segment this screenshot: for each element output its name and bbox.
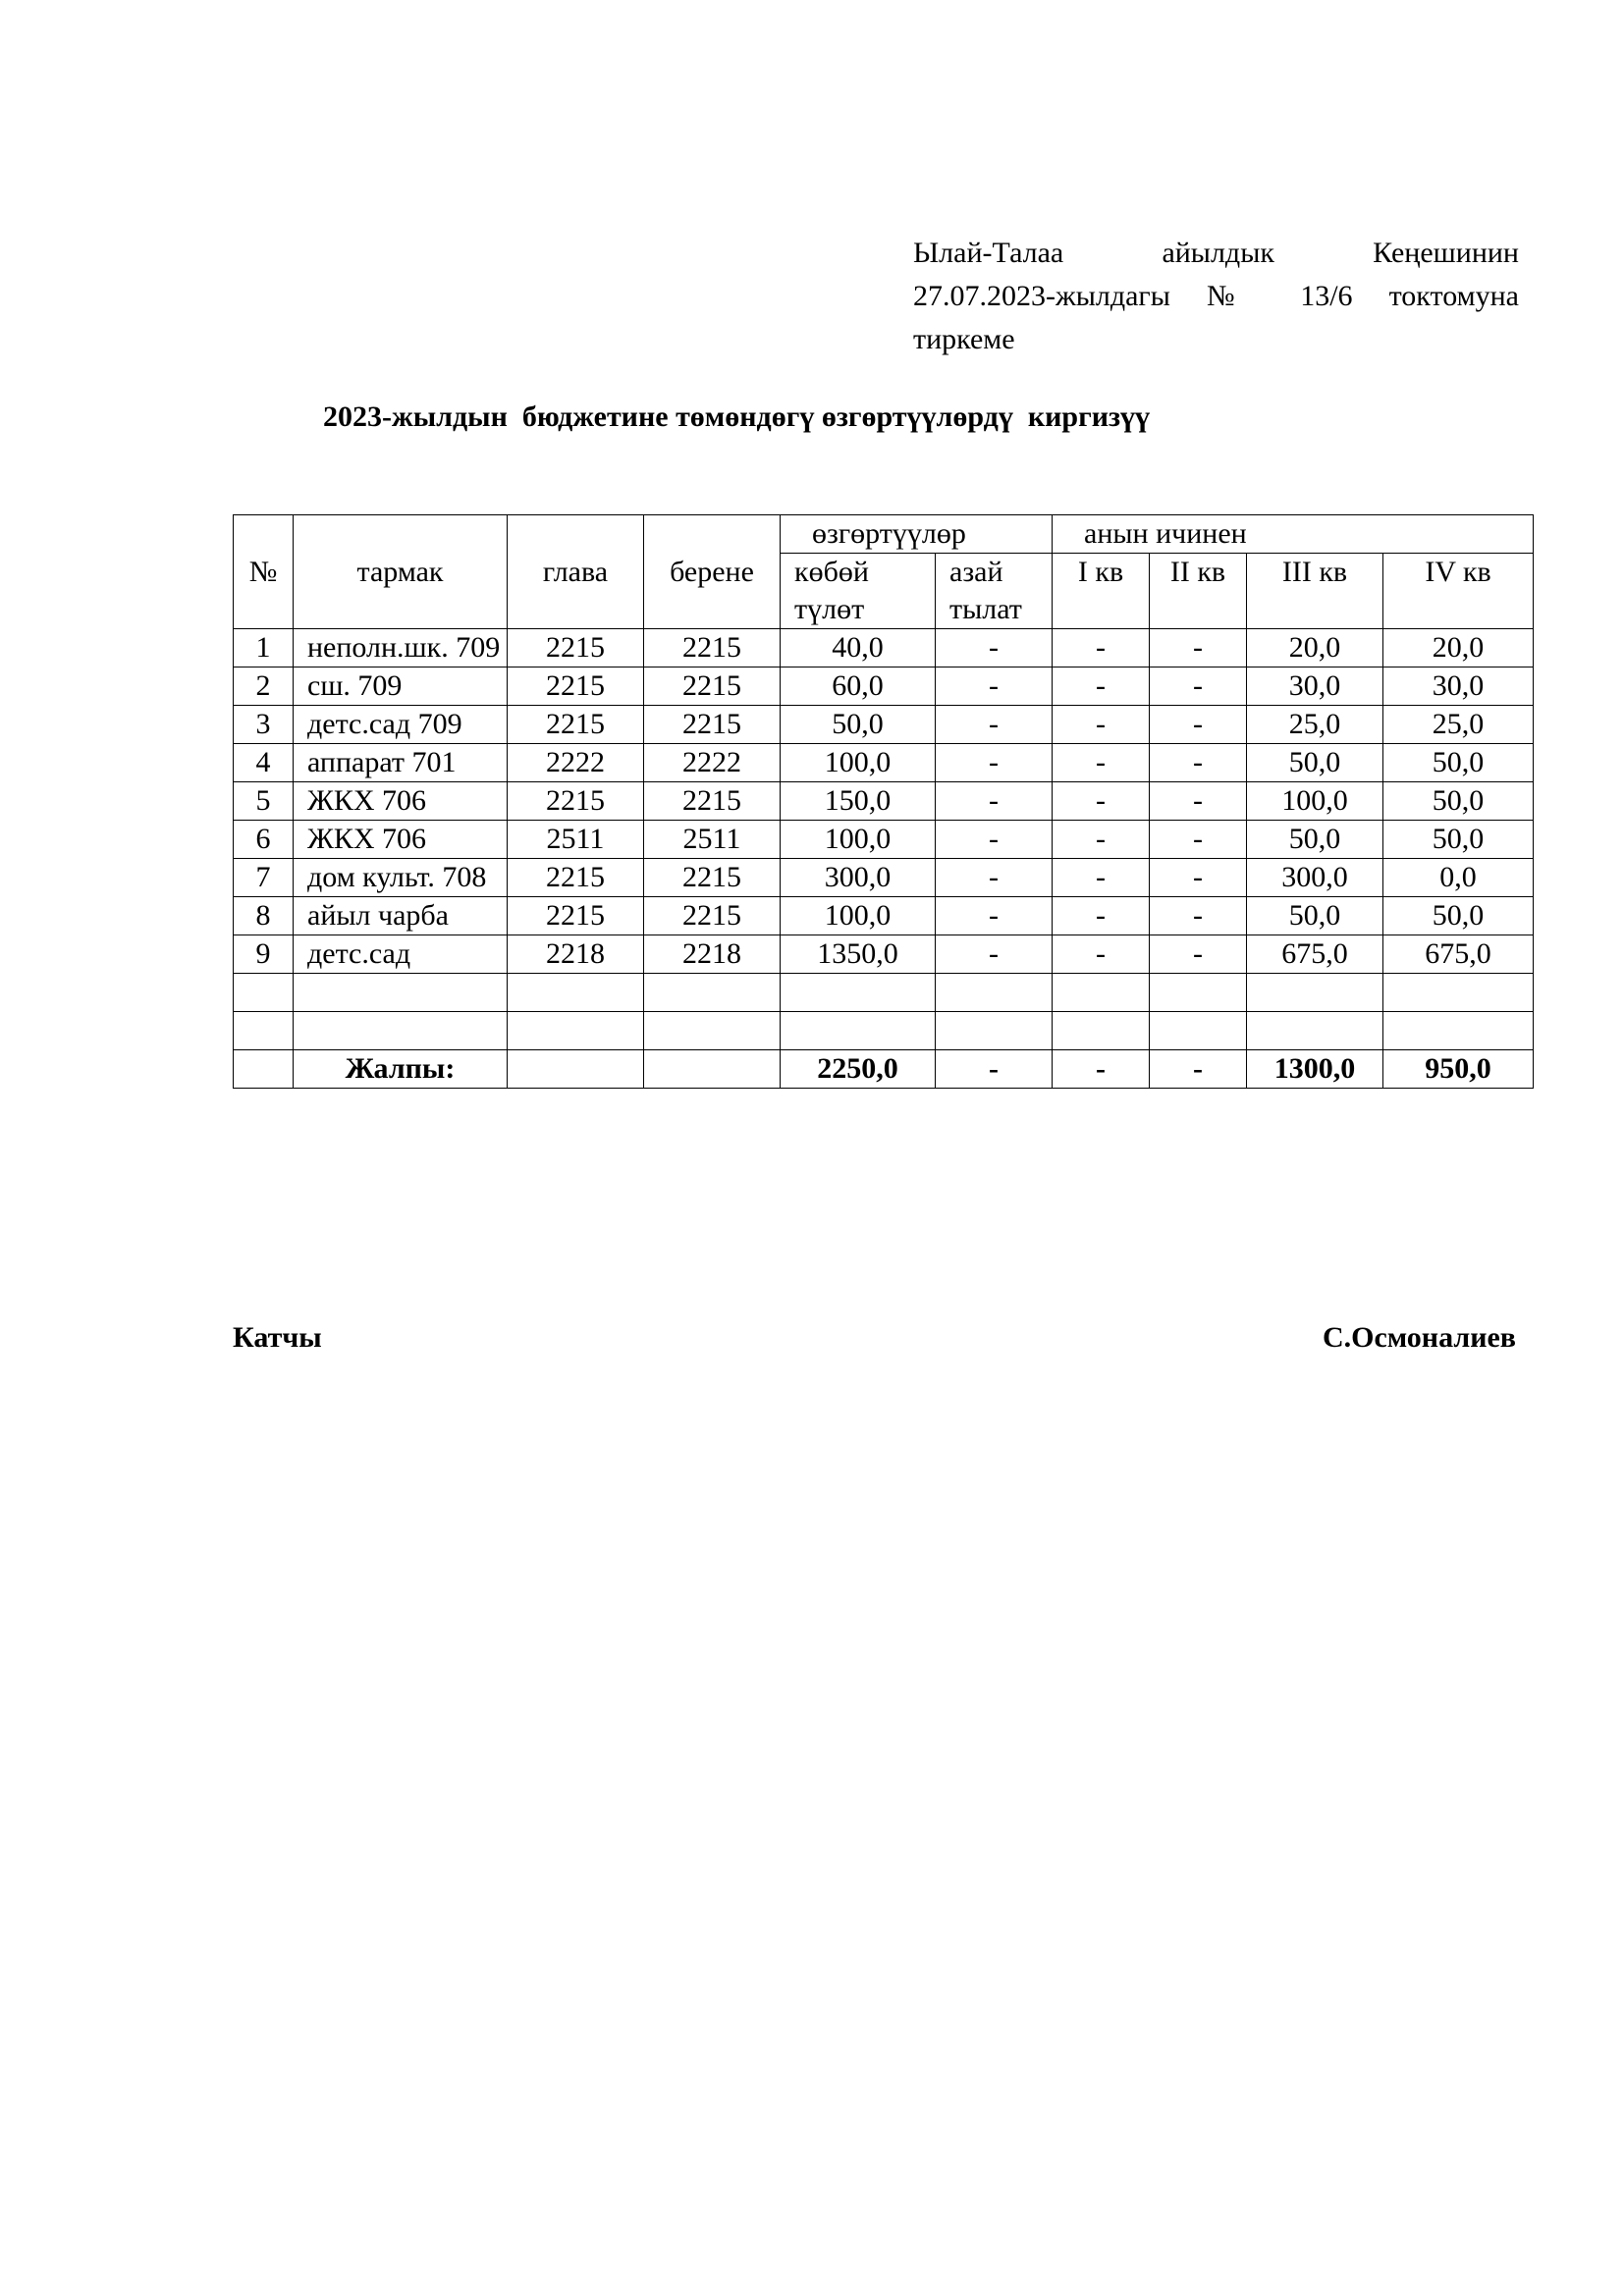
total-num-cell	[234, 1050, 294, 1089]
row-num: 7	[234, 859, 294, 897]
empty-cell	[1053, 974, 1150, 1012]
table-row	[234, 935, 1534, 974]
row-article: 2218	[644, 935, 781, 974]
row-q1: -	[1053, 821, 1150, 859]
row-article: 2215	[644, 667, 781, 706]
row-q2: -	[1150, 859, 1247, 897]
row-decrease: -	[936, 744, 1053, 782]
header-increase: көбөй түлөт	[781, 554, 936, 629]
row-q1: -	[1053, 859, 1150, 897]
document-title: 2023-жылдын бюджетине төмөндөгү өзгөртүүлөрдү киргизүү	[323, 400, 1151, 433]
header-branch: тармак	[294, 515, 508, 629]
header-q2: II кв	[1150, 554, 1247, 629]
empty-cell	[1247, 974, 1383, 1012]
header-q1: I кв	[1053, 554, 1150, 629]
row-increase: 300,0	[781, 859, 936, 897]
row-q2: -	[1150, 821, 1247, 859]
header-changes: өзгөртүүлөр	[781, 515, 1053, 554]
row-increase: 1350,0	[781, 935, 936, 974]
signature-role: Катчы	[233, 1321, 322, 1354]
empty-cell	[1150, 974, 1247, 1012]
row-q1: -	[1053, 706, 1150, 744]
empty-cell	[508, 1012, 644, 1050]
row-chapter: 2222	[508, 744, 644, 782]
empty-cell	[644, 1012, 781, 1050]
header-row-1	[234, 515, 1534, 554]
row-q3: 675,0	[1247, 935, 1383, 974]
empty-cell	[781, 974, 936, 1012]
row-num: 8	[234, 897, 294, 935]
row-q2: -	[1150, 935, 1247, 974]
table-row	[234, 629, 1534, 667]
row-decrease: -	[936, 859, 1053, 897]
row-num: 4	[234, 744, 294, 782]
row-q3: 50,0	[1247, 821, 1383, 859]
total-q4: 950,0	[1383, 1050, 1534, 1089]
row-q3: 30,0	[1247, 667, 1383, 706]
row-q1: -	[1053, 667, 1150, 706]
row-chapter: 2215	[508, 629, 644, 667]
row-q4: 30,0	[1383, 667, 1534, 706]
row-q2: -	[1150, 897, 1247, 935]
header-q3: III кв	[1247, 554, 1383, 629]
row-q2: -	[1150, 782, 1247, 821]
empty-cell	[1053, 1012, 1150, 1050]
row-article: 2222	[644, 744, 781, 782]
row-q3: 50,0	[1247, 897, 1383, 935]
table-row	[234, 667, 1534, 706]
row-q3: 20,0	[1247, 629, 1383, 667]
header-article: берене	[644, 515, 781, 629]
row-chapter: 2215	[508, 859, 644, 897]
row-q2: -	[1150, 706, 1247, 744]
row-chapter: 2511	[508, 821, 644, 859]
signature-name: С.Осмоналиев	[1322, 1321, 1516, 1354]
header-num: №	[234, 515, 294, 629]
row-decrease: -	[936, 667, 1053, 706]
table-row	[234, 897, 1534, 935]
table-row	[234, 859, 1534, 897]
row-q2: -	[1150, 629, 1247, 667]
row-branch: неполн.шк. 709	[294, 629, 508, 667]
row-branch: дом культ. 708	[294, 859, 508, 897]
row-article: 2215	[644, 706, 781, 744]
row-decrease: -	[936, 935, 1053, 974]
total-decrease: -	[936, 1050, 1053, 1089]
row-increase: 150,0	[781, 782, 936, 821]
row-q4: 0,0	[1383, 859, 1534, 897]
row-num: 5	[234, 782, 294, 821]
row-decrease: -	[936, 706, 1053, 744]
row-chapter: 2218	[508, 935, 644, 974]
row-q4: 50,0	[1383, 897, 1534, 935]
empty-cell	[508, 974, 644, 1012]
header-decrease: азай тылат	[936, 554, 1053, 629]
row-q1: -	[1053, 935, 1150, 974]
row-q2: -	[1150, 744, 1247, 782]
row-article: 2215	[644, 897, 781, 935]
empty-row	[234, 974, 1534, 1012]
header-q4: IV кв	[1383, 554, 1534, 629]
row-decrease: -	[936, 629, 1053, 667]
row-q4: 50,0	[1383, 782, 1534, 821]
row-chapter: 2215	[508, 782, 644, 821]
row-q2: -	[1150, 667, 1247, 706]
row-branch: сш. 709	[294, 667, 508, 706]
empty-cell	[781, 1012, 936, 1050]
row-increase: 100,0	[781, 744, 936, 782]
row-article: 2215	[644, 782, 781, 821]
row-chapter: 2215	[508, 706, 644, 744]
budget-changes-table	[233, 514, 1534, 1089]
total-increase: 2250,0	[781, 1050, 936, 1089]
row-branch: детс.сад	[294, 935, 508, 974]
row-q3: 100,0	[1247, 782, 1383, 821]
row-num: 2	[234, 667, 294, 706]
header-chapter: глава	[508, 515, 644, 629]
total-article-cell	[644, 1050, 781, 1089]
row-article: 2215	[644, 629, 781, 667]
row-increase: 60,0	[781, 667, 936, 706]
row-q4: 50,0	[1383, 744, 1534, 782]
row-q4: 25,0	[1383, 706, 1534, 744]
row-num: 6	[234, 821, 294, 859]
empty-cell	[234, 974, 294, 1012]
empty-cell	[644, 974, 781, 1012]
total-q2: -	[1150, 1050, 1247, 1089]
row-decrease: -	[936, 897, 1053, 935]
row-increase: 100,0	[781, 897, 936, 935]
row-q1: -	[1053, 782, 1150, 821]
empty-cell	[294, 974, 508, 1012]
row-decrease: -	[936, 821, 1053, 859]
empty-cell	[234, 1012, 294, 1050]
row-q4: 20,0	[1383, 629, 1534, 667]
row-chapter: 2215	[508, 897, 644, 935]
row-chapter: 2215	[508, 667, 644, 706]
attachment-note	[913, 232, 1519, 361]
row-q3: 300,0	[1247, 859, 1383, 897]
row-q4: 50,0	[1383, 821, 1534, 859]
row-increase: 100,0	[781, 821, 936, 859]
row-decrease: -	[936, 782, 1053, 821]
row-q1: -	[1053, 897, 1150, 935]
empty-cell	[1150, 1012, 1247, 1050]
row-q1: -	[1053, 629, 1150, 667]
row-branch: аппарат 701	[294, 744, 508, 782]
attachment-note-line-3: тиркеме	[913, 323, 1015, 355]
empty-cell	[1383, 974, 1534, 1012]
row-article: 2511	[644, 821, 781, 859]
row-increase: 50,0	[781, 706, 936, 744]
table-row	[234, 782, 1534, 821]
row-num: 3	[234, 706, 294, 744]
total-label: Жалпы:	[294, 1050, 508, 1089]
empty-cell	[1247, 1012, 1383, 1050]
empty-cell	[936, 974, 1053, 1012]
table-row	[234, 744, 1534, 782]
total-chapter-cell	[508, 1050, 644, 1089]
empty-cell	[294, 1012, 508, 1050]
header-including: анын ичинен	[1053, 515, 1534, 554]
row-article: 2215	[644, 859, 781, 897]
empty-cell	[1383, 1012, 1534, 1050]
total-row	[234, 1050, 1534, 1089]
empty-row	[234, 1012, 1534, 1050]
empty-cell	[936, 1012, 1053, 1050]
row-branch: ЖКХ 706	[294, 821, 508, 859]
table-row	[234, 821, 1534, 859]
row-increase: 40,0	[781, 629, 936, 667]
attachment-note-line-1: Ылай-Талаа айылдык Кеңешинин	[913, 237, 1519, 269]
attachment-note-line-2: 27.07.2023-жылдагы № 13/6 токтомуна	[913, 280, 1519, 312]
total-q3: 1300,0	[1247, 1050, 1383, 1089]
row-branch: ЖКХ 706	[294, 782, 508, 821]
row-num: 9	[234, 935, 294, 974]
row-q4: 675,0	[1383, 935, 1534, 974]
table-row	[234, 706, 1534, 744]
row-q1: -	[1053, 744, 1150, 782]
row-q3: 50,0	[1247, 744, 1383, 782]
row-num: 1	[234, 629, 294, 667]
row-q3: 25,0	[1247, 706, 1383, 744]
row-branch: айыл чарба	[294, 897, 508, 935]
row-branch: детс.сад 709	[294, 706, 508, 744]
total-q1: -	[1053, 1050, 1150, 1089]
